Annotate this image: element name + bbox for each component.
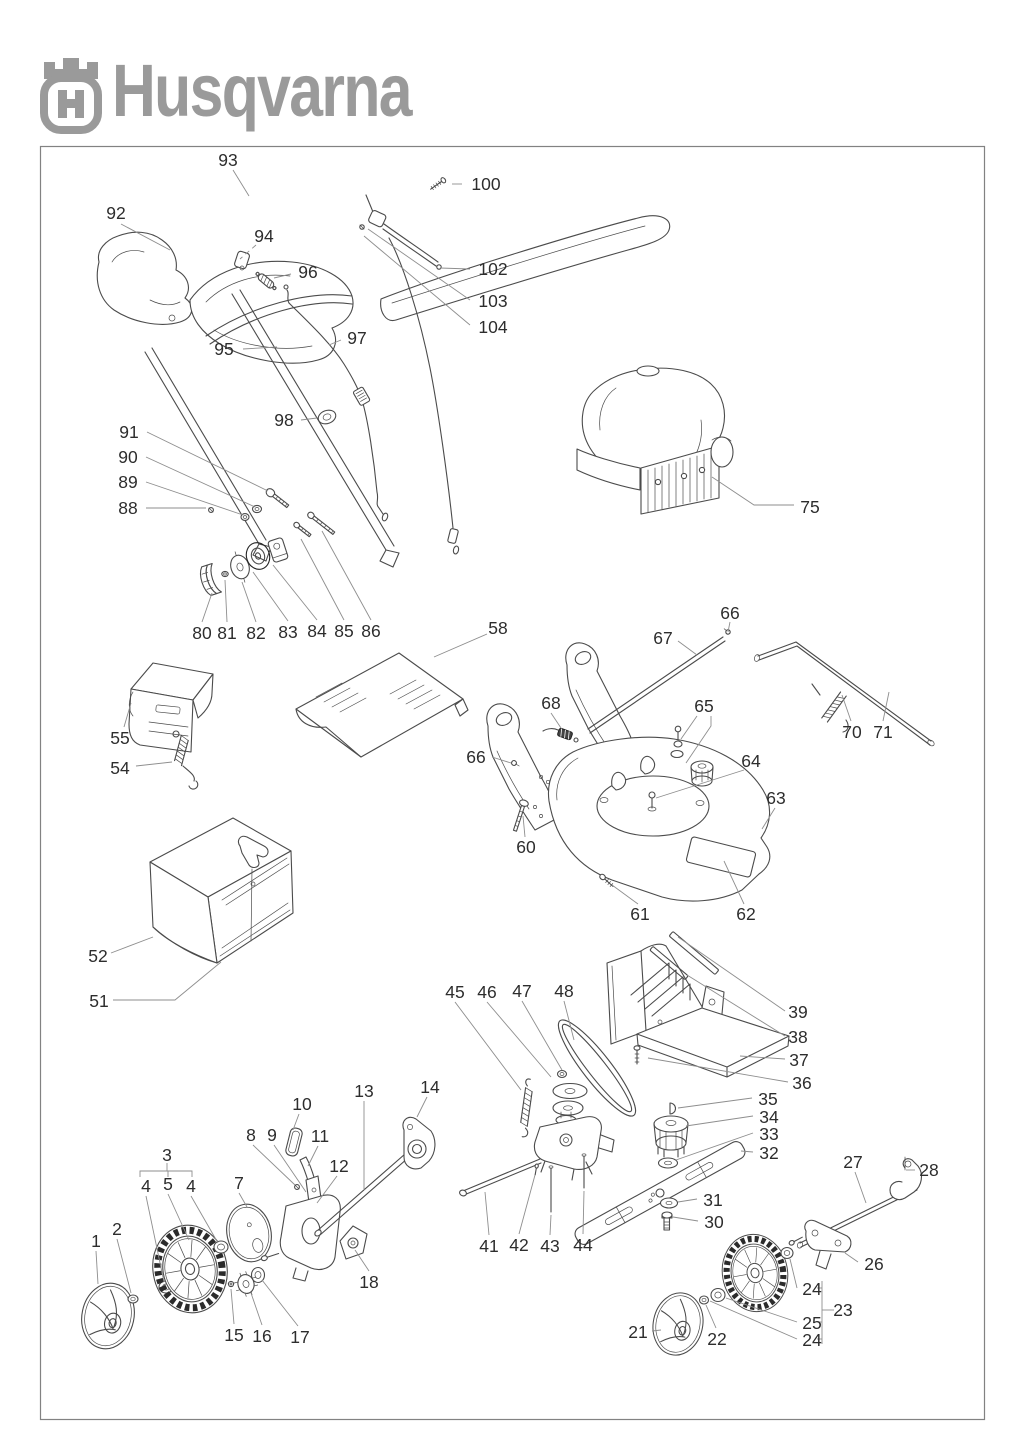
leader-93 <box>233 170 249 196</box>
leader-22 <box>706 1305 716 1328</box>
part-screw-36 <box>634 1046 640 1064</box>
leader-27 <box>855 1172 866 1203</box>
leader-58 <box>434 634 487 657</box>
callout-90: 90 <box>118 447 138 467</box>
leader-30 <box>673 1217 698 1221</box>
callout-13: 13 <box>354 1081 374 1101</box>
callout-66: 66 <box>720 603 740 623</box>
callout-95: 95 <box>214 339 234 359</box>
callout-98: 98 <box>274 410 294 430</box>
part-rear-flap-58 <box>296 653 468 757</box>
leader-26 <box>845 1253 858 1262</box>
part-key-35 <box>670 1103 676 1114</box>
leader-42 <box>519 1175 535 1234</box>
callout-61: 61 <box>630 904 650 924</box>
leader-90 <box>146 457 255 507</box>
callout-51: 51 <box>89 991 109 1011</box>
part-spring-bolt-68 <box>543 728 578 742</box>
leader-65 <box>681 716 697 739</box>
callout-23: 23 <box>833 1300 853 1320</box>
callout-4: 4 <box>141 1176 151 1196</box>
leader-68 <box>551 713 561 728</box>
callout-18: 18 <box>359 1272 379 1292</box>
callout-3: 3 <box>162 1145 172 1165</box>
callout-60: 60 <box>516 837 536 857</box>
callout-14: 14 <box>420 1077 440 1097</box>
leader-34 <box>686 1116 753 1126</box>
callout-102: 102 <box>478 259 508 279</box>
callout-75: 75 <box>800 497 820 517</box>
callout-85: 85 <box>334 621 354 641</box>
callout-94: 94 <box>254 226 274 246</box>
callout-2: 2 <box>112 1219 122 1239</box>
leader-15 <box>231 1289 234 1324</box>
part-deck-63 <box>487 643 770 901</box>
callout-11: 11 <box>310 1126 330 1146</box>
callout-65: 65 <box>694 696 714 716</box>
callout-39: 39 <box>788 1002 808 1022</box>
callout-64: 64 <box>741 751 761 771</box>
callout-5: 5 <box>163 1174 173 1194</box>
part-bearing-24 <box>781 1248 793 1259</box>
leader-16 <box>251 1293 262 1325</box>
callout-8: 8 <box>246 1125 256 1145</box>
leader-54 <box>136 762 172 766</box>
leader-41 <box>485 1192 489 1235</box>
callout-104: 104 <box>478 317 508 337</box>
callout-93: 93 <box>218 150 238 170</box>
callout-33: 33 <box>759 1124 779 1144</box>
callout-41: 41 <box>479 1236 499 1256</box>
leader-83 <box>253 572 288 621</box>
callout-48: 48 <box>554 981 574 1001</box>
part-pulley-washers-46-47 <box>553 1071 587 1116</box>
callout-34: 34 <box>759 1107 779 1127</box>
part-hook-28 <box>890 1157 921 1200</box>
part-gearbox <box>534 1112 614 1180</box>
part-housing-12 <box>280 1195 340 1270</box>
callout-12: 12 <box>329 1156 349 1176</box>
part-tire-23 <box>716 1229 794 1317</box>
part-bearing-4-right <box>214 1241 228 1253</box>
leader-70 <box>842 695 851 721</box>
callout-103: 103 <box>478 291 508 311</box>
callout-32: 32 <box>759 1143 779 1163</box>
part-handle-bracket-92 <box>97 232 191 324</box>
callout-37: 37 <box>789 1050 809 1070</box>
brand-name: Husqvarna <box>112 49 411 132</box>
callout-70: 70 <box>842 722 862 742</box>
callout-7: 7 <box>234 1173 244 1193</box>
callout-63: 63 <box>766 788 786 808</box>
leader-67 <box>678 641 697 655</box>
part-washer-22 <box>700 1296 709 1304</box>
leader-81 <box>225 580 227 622</box>
callout-10: 10 <box>292 1094 312 1114</box>
callout-30: 30 <box>704 1212 724 1232</box>
callout-47: 47 <box>512 981 532 1001</box>
part-belt-cover-37 <box>607 931 789 1077</box>
callout-16: 16 <box>252 1326 272 1346</box>
part-bracket-14 <box>403 1117 435 1169</box>
callout-82: 82 <box>246 623 266 643</box>
leader-51 <box>113 962 221 1000</box>
callout-27: 27 <box>843 1152 863 1172</box>
leader-45 <box>455 1002 521 1090</box>
part-bearing-25 <box>711 1289 725 1302</box>
callout-22: 22 <box>707 1329 727 1349</box>
leader-47 <box>522 1001 562 1070</box>
leader-14 <box>417 1097 427 1117</box>
callout-86: 86 <box>361 621 381 641</box>
leader-60 <box>523 816 525 837</box>
callout-44: 44 <box>573 1235 593 1255</box>
callout-97: 97 <box>347 328 367 348</box>
leader-1 <box>96 1251 98 1284</box>
callout-26: 26 <box>864 1254 884 1274</box>
callout-15: 15 <box>224 1325 244 1345</box>
callout-96: 96 <box>298 262 318 282</box>
callout-83: 83 <box>278 622 298 642</box>
leader-11 <box>308 1146 318 1166</box>
part-cable-clamp-98 <box>316 408 337 426</box>
callout-66: 66 <box>466 747 486 767</box>
callout-45: 45 <box>445 982 465 1002</box>
part-dust-cover-7 <box>221 1200 276 1266</box>
leader-43 <box>550 1215 551 1235</box>
callout-42: 42 <box>509 1235 529 1255</box>
callout-81: 81 <box>217 623 237 643</box>
part-mulch-plug-55 <box>129 663 213 752</box>
leader-39 <box>678 937 785 1011</box>
callout-71: 71 <box>873 722 893 742</box>
callout-52: 52 <box>88 946 108 966</box>
callout-24: 24 <box>802 1330 822 1350</box>
callout-31: 31 <box>703 1190 723 1210</box>
leader-35 <box>678 1098 752 1108</box>
callout-67: 67 <box>653 628 673 648</box>
leader-89 <box>146 482 243 515</box>
part-handle-fasteners <box>197 487 335 597</box>
part-drive-shaft-41 <box>459 1159 541 1197</box>
part-washer-33 <box>659 1158 678 1168</box>
part-pinion-16 <box>232 1270 259 1299</box>
part-bracket-18 <box>340 1226 367 1259</box>
callout-38: 38 <box>788 1027 808 1047</box>
leader-86 <box>322 531 371 620</box>
part-engine-75 <box>577 366 733 514</box>
part-washer-2 <box>128 1295 138 1303</box>
callout-88: 88 <box>118 498 138 518</box>
leader-46 <box>487 1002 551 1077</box>
part-washer-31 <box>661 1198 678 1208</box>
leader-84 <box>273 565 317 620</box>
part-arm-26 <box>805 1220 851 1269</box>
callout-80: 80 <box>192 623 212 643</box>
callout-92: 92 <box>106 203 126 223</box>
callout-62: 62 <box>736 904 756 924</box>
callout-28: 28 <box>919 1160 939 1180</box>
leader-52 <box>111 937 153 953</box>
callout-21: 21 <box>628 1322 648 1342</box>
callout-17: 17 <box>290 1327 310 1347</box>
callout-36: 36 <box>792 1073 812 1093</box>
part-spring-45 <box>518 1079 535 1138</box>
callout-9: 9 <box>267 1125 277 1145</box>
leader-31 <box>678 1199 697 1202</box>
callout-35: 35 <box>758 1089 778 1109</box>
callout-91: 91 <box>119 422 139 442</box>
part-blade-bolt-30 <box>661 1198 678 1230</box>
part-grass-bag-52 <box>150 818 293 963</box>
callout-25: 25 <box>802 1313 822 1333</box>
part-pin-15 <box>228 1281 233 1286</box>
callout-55: 55 <box>110 728 130 748</box>
callout-100: 100 <box>471 174 501 194</box>
callout-1: 1 <box>91 1231 101 1251</box>
part-lever-grip-10 <box>285 1127 303 1157</box>
part-blade-adapter-34 <box>654 1103 688 1168</box>
leader-24 <box>790 1259 797 1288</box>
callout-84: 84 <box>307 621 327 641</box>
callout-43: 43 <box>540 1236 560 1256</box>
callout-54: 54 <box>110 758 130 778</box>
callout-4: 4 <box>186 1176 196 1196</box>
part-hubcap-1 <box>76 1278 141 1353</box>
leader-80 <box>202 593 212 622</box>
part-tire-5 <box>146 1219 234 1319</box>
leader-75 <box>712 477 794 505</box>
leader-82 <box>242 582 256 622</box>
callout-68: 68 <box>541 693 561 713</box>
callout-24: 24 <box>802 1279 822 1299</box>
callout-58: 58 <box>488 618 508 638</box>
leader-17 <box>262 1280 298 1326</box>
part-screw-100 <box>429 177 447 192</box>
callout-89: 89 <box>118 472 138 492</box>
leader-98 <box>301 418 317 420</box>
callout-46: 46 <box>477 982 497 1002</box>
leader-102 <box>440 268 470 269</box>
